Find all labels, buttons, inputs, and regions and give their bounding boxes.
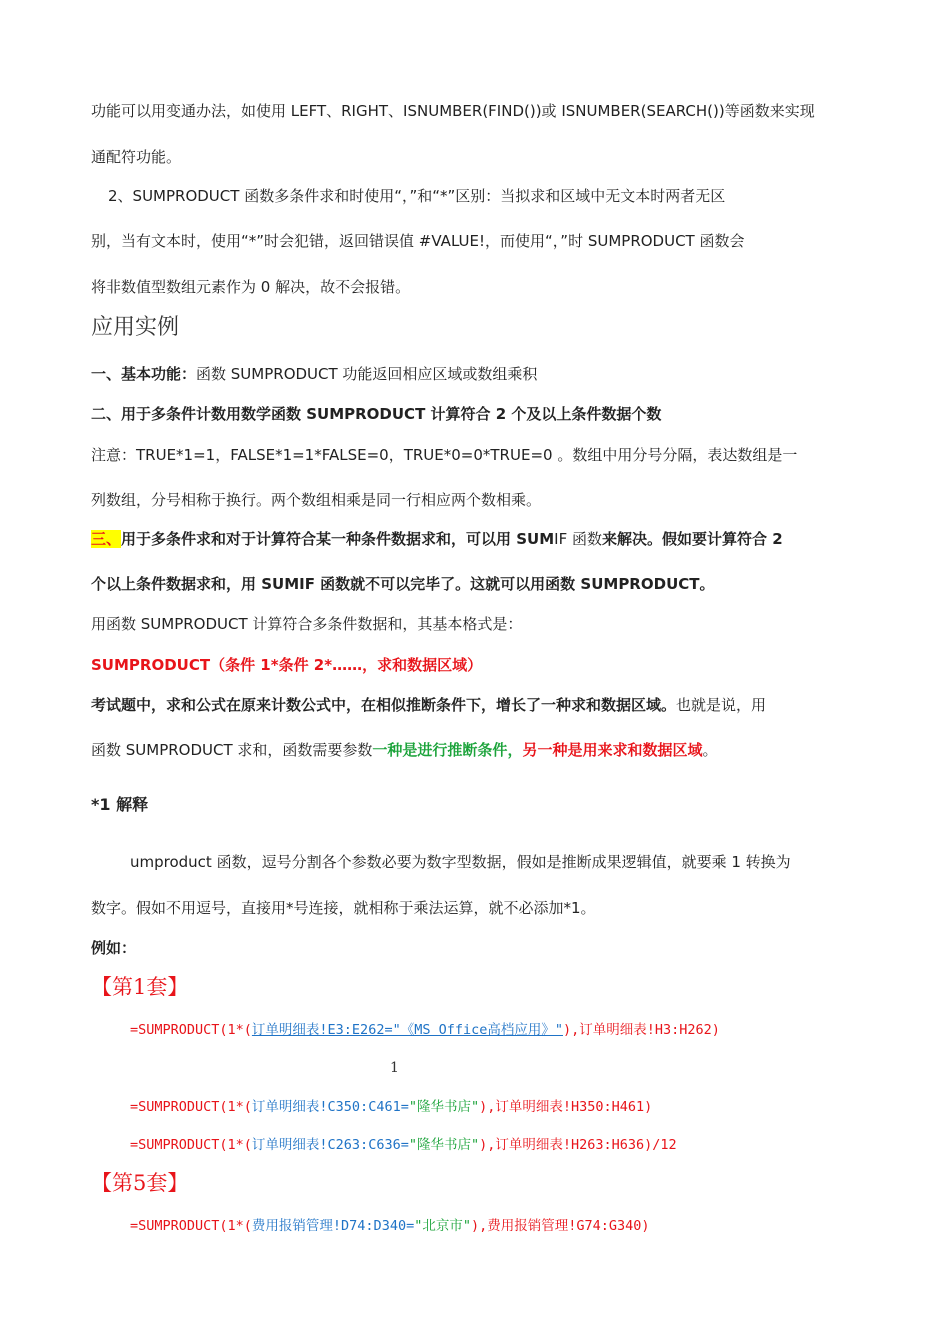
formula-criteria: 订单明细表!C263:C636=: [251, 1137, 409, 1153]
section-heading: 应用实例: [91, 315, 180, 340]
exam-end: 。: [702, 741, 718, 759]
set1-formula1: [130, 1021, 862, 1039]
format-expr: SUMPRODUCT（条件 1*条件 2*……，求和数据区域）: [91, 656, 483, 674]
para2-line2: 别，当有文本时，使用“*”时会犯错，返回错误值 #VALUE!，而使用“，”时 SUMPRODUCT 函数会: [91, 232, 745, 250]
formula-sum-range: ),订单明细表!H350:H461): [479, 1099, 653, 1115]
exam-line1: [91, 695, 862, 715]
item1-text: 函数 SUMPRODUCT 功能返回相应区域或数组乘积: [196, 365, 538, 383]
exam-line2: [91, 740, 862, 760]
item1: [91, 364, 862, 384]
formula-prefix: =SUMPRODUCT(1*(: [130, 1137, 252, 1153]
explain-heading: *1 解释: [91, 795, 149, 814]
format-intro: 用函数 SUMPRODUCT 计算符合多条件数据和，其基本格式是：: [91, 615, 523, 633]
formula-sum-range: ),费用报销管理!G74:G340): [470, 1218, 650, 1234]
formula-prefix: =SUMPRODUCT(1*(: [130, 1099, 252, 1115]
note-line2: 列数组，分号相称于换行。两个数组相乘是同一行相应两个数相乘。: [91, 491, 542, 509]
exam-green: 一种是进行推断条件: [372, 741, 508, 759]
formula-criteria: 订单明细表!E3:E262="《MS Office高档应用》": [251, 1022, 563, 1038]
item3-line2: 个以上条件数据求和，用 SUMIF 函数就不可以完毕了。这就可以用函数 SUMPRODUCT。: [91, 575, 715, 593]
note-line1: 注意：TRUE*1=1，FALSE*1=1*FALSE=0，TRUE*0=0*TRUE=0 。数组中用分号分隔，表达数组是一: [91, 446, 798, 464]
item3-line1: [91, 529, 862, 549]
item3-marker: 三、: [91, 530, 122, 548]
para1-line2: 通配符功能。: [91, 148, 182, 166]
item3-text-a: 用于多条件求和对于计算符合某一种条件数据求和，可以用 SUM: [121, 530, 555, 548]
set1-formula2: [130, 1098, 862, 1116]
set5-formula1: [130, 1217, 862, 1235]
page-number: 1: [390, 1060, 399, 1076]
explain-line2: 数字。假如不用逗号，直接用*号连接，就相称于乘法运算，就不必添加*1。: [91, 899, 596, 917]
item2: 二、用于多条件计数用数学函数 SUMPRODUCT 计算符合 2 个及以上条件数据个数: [91, 405, 662, 423]
formula-prefix: =SUMPRODUCT(1*(: [130, 1218, 252, 1234]
formula-prefix: =SUMPRODUCT(1*(: [130, 1022, 252, 1038]
example-label: 例如：: [91, 939, 137, 957]
exam-bold: 考试题中，求和公式在原来计数公式中，在相似推断条件下，增长了一种求和数据区域。: [91, 696, 677, 714]
set5-title: 【第5套】: [91, 1171, 189, 1195]
exam-rest: 也就是说，用: [676, 696, 767, 714]
formula-criteria: 订单明细表!C350:C461=: [251, 1099, 409, 1115]
formula-criteria-value: "隆华书店": [408, 1099, 480, 1115]
item3-text-b: IF 函数: [554, 530, 602, 548]
item3-text-c: 来解决。假如要计算符合 2: [601, 530, 783, 548]
explain-line1: umproduct 函数，逗号分割各个参数必要为数字型数据，假如是推断成果逻辑值，就要乘 1 转换为: [130, 853, 791, 871]
exam-line2-a: 函数 SUMPRODUCT 求和，函数需要参数: [91, 741, 373, 759]
formula-criteria-value: "北京市": [414, 1218, 471, 1234]
formula-sum-range: ),订单明细表!H3:H262): [562, 1022, 720, 1038]
para2-line3: 将非数值型数组元素作为 0 解决，故不会报错。: [91, 278, 411, 296]
para2-line1: 2、SUMPRODUCT 函数多条件求和时使用“，”和“*”区别：当拟求和区域中无文本时两者无区: [108, 187, 726, 205]
item1-label: 一、基本功能：: [91, 365, 197, 383]
formula-sum-range: ),订单明细表!H263:H636)/12: [479, 1137, 677, 1153]
set1-title: 【第1套】: [91, 975, 189, 999]
exam-comma: ，: [507, 741, 523, 759]
formula-criteria-value: "隆华书店": [408, 1137, 480, 1153]
para1-line1: 功能可以用变通办法，如使用 LEFT、RIGHT、ISNUMBER(FIND())或 ISNUMBER(SEARCH())等函数来实现: [91, 102, 815, 120]
exam-red: 另一种是用来求和数据区域: [522, 741, 703, 759]
set1-formula3: [130, 1136, 862, 1154]
formula-criteria: 费用报销管理!D74:D340=: [251, 1218, 415, 1234]
